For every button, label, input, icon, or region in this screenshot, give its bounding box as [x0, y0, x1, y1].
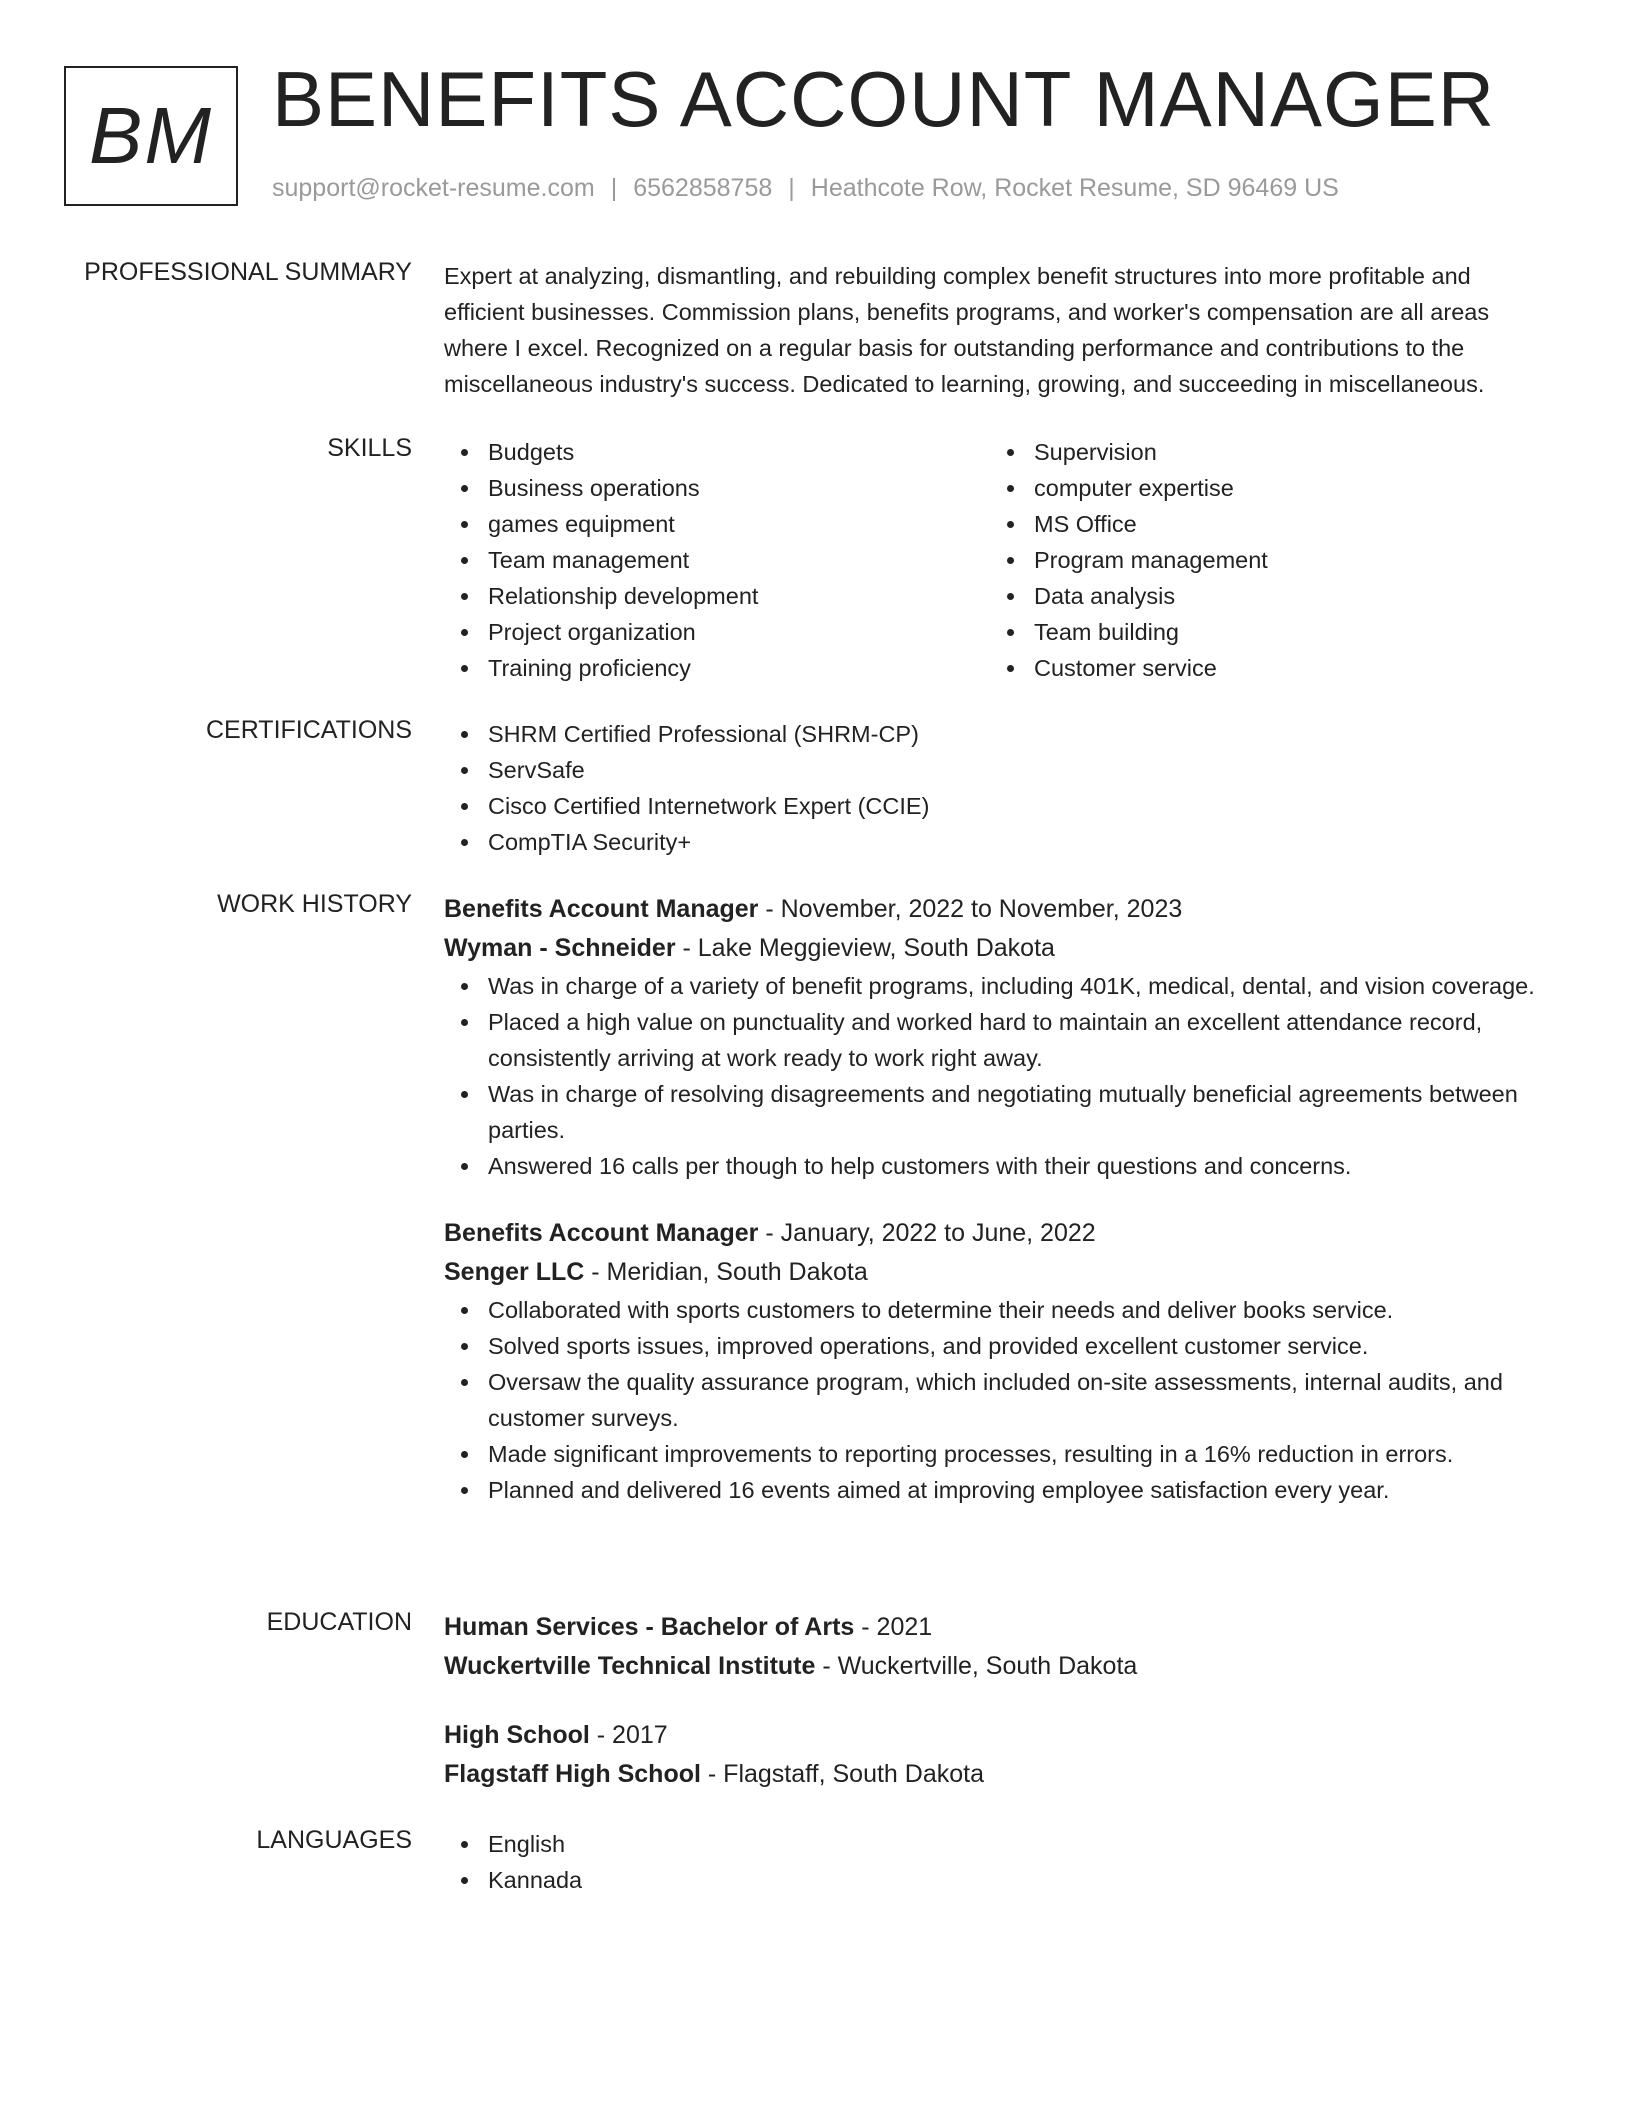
contact-phone[interactable]: 6562858758 — [633, 174, 773, 202]
list-item: Supervision — [990, 434, 1536, 470]
job-location: - Meridian, South Dakota — [584, 1258, 868, 1286]
monogram-initials: BM — [89, 91, 213, 180]
job-entry — [444, 890, 1556, 1184]
list-item: Team building — [990, 614, 1536, 650]
job-role-line — [444, 890, 1556, 929]
resume-title: BENEFITS ACCOUNT MANAGER — [272, 55, 1496, 143]
job-company-line — [444, 929, 1556, 968]
job-role: Benefits Account Manager — [444, 1219, 759, 1247]
work-body — [444, 890, 1556, 1508]
list-item: English — [444, 1826, 1556, 1862]
list-item: Customer service — [990, 650, 1536, 686]
section-title-languages: LANGUAGES — [256, 1826, 412, 1854]
list-item: Data analysis — [990, 578, 1536, 614]
skills-list-left — [444, 434, 990, 686]
list-item: CompTIA Security+ — [444, 824, 1556, 860]
skills-list-right — [990, 434, 1536, 686]
skills-grid — [444, 434, 1556, 686]
job-entry — [444, 1214, 1556, 1508]
contact-email[interactable]: support@rocket-resume.com — [272, 174, 595, 202]
education-body — [444, 1608, 1556, 1794]
certifications-body — [444, 716, 1556, 860]
list-item: Placed a high value on punctuality and worked hard to maintain an excellent attendance record, consistently arriving at work ready to work right away. — [444, 1004, 1556, 1076]
list-item: Planned and delivered 16 events aimed at improving employee satisfaction every year. — [444, 1472, 1556, 1508]
education-degree: High School — [444, 1721, 590, 1749]
summary-text: Expert at analyzing, dismantling, and rebuilding complex benefit structures into more profitable and efficient businesses. Commission plans, benefits programs, and worker's compensation are all areas where I excel. Recognized on a regular basis for outstanding performance and contributions to the miscellaneous industry's success. Dedicated to learning, growing, and succeeding in miscellaneous. — [444, 263, 1490, 397]
education-school: Wuckertville Technical Institute — [444, 1652, 816, 1680]
job-dates: - January, 2022 to June, 2022 — [758, 1219, 1096, 1247]
education-degree-line — [444, 1608, 1556, 1647]
list-item: Made significant improvements to reporting processes, resulting in a 16% reduction in errors. — [444, 1436, 1556, 1472]
list-item: Solved sports issues, improved operations, and provided excellent customer service. — [444, 1328, 1556, 1364]
education-school-line — [444, 1647, 1556, 1686]
section-title-education: EDUCATION — [266, 1608, 412, 1636]
education-entry — [444, 1608, 1556, 1686]
job-company: Wyman - Schneider — [444, 934, 676, 962]
section-title-certifications: CERTIFICATIONS — [205, 716, 412, 744]
list-item: computer expertise — [990, 470, 1536, 506]
list-item: Answered 16 calls per though to help customers with their questions and concerns. — [444, 1148, 1556, 1184]
education-school: Flagstaff High School — [444, 1760, 701, 1788]
list-item: MS Office — [990, 506, 1536, 542]
monogram-box — [64, 66, 238, 206]
job-dates: - November, 2022 to November, 2023 — [758, 895, 1183, 923]
education-location: - Wuckertville, South Dakota — [815, 1652, 1138, 1680]
job-location: - Lake Meggieview, South Dakota — [675, 934, 1055, 962]
job-company-line — [444, 1253, 1556, 1292]
list-item: Project organization — [444, 614, 990, 650]
education-degree: Human Services - Bachelor of Arts — [444, 1613, 855, 1641]
list-item: games equipment — [444, 506, 990, 542]
education-year: - 2017 — [589, 1721, 668, 1749]
section-title-skills: SKILLS — [327, 434, 412, 462]
list-item: Budgets — [444, 434, 990, 470]
list-item: Collaborated with sports customers to determine their needs and deliver books service. — [444, 1292, 1556, 1328]
contact-separator: | — [610, 174, 618, 202]
job-role: Benefits Account Manager — [444, 895, 759, 923]
list-item: Cisco Certified Internetwork Expert (CCIE) — [444, 788, 1556, 824]
list-item: Business operations — [444, 470, 990, 506]
education-entry — [444, 1716, 1556, 1794]
certifications-list — [444, 716, 1556, 860]
section-title-summary: PROFESSIONAL SUMMARY — [84, 258, 412, 286]
list-item: Program management — [990, 542, 1536, 578]
list-item: Team management — [444, 542, 990, 578]
list-item: Kannada — [444, 1862, 1556, 1898]
contact-address: Heathcote Row, Rocket Resume, SD 96469 US — [810, 174, 1339, 202]
job-role-line — [444, 1214, 1556, 1253]
job-bullets — [444, 968, 1556, 1184]
summary-body — [444, 258, 1556, 402]
contact-separator: | — [788, 174, 795, 202]
list-item: SHRM Certified Professional (SHRM-CP) — [444, 716, 1556, 752]
section-title-work: WORK HISTORY — [217, 890, 412, 918]
list-item: Was in charge of a variety of benefit programs, including 401K, medical, dental, and vision coverage. — [444, 968, 1556, 1004]
list-item: Relationship development — [444, 578, 990, 614]
education-degree-line — [444, 1716, 1556, 1755]
job-company: Senger LLC — [444, 1258, 585, 1286]
list-item: Oversaw the quality assurance program, which included on-site assessments, internal audits, and customer surveys. — [444, 1364, 1556, 1436]
languages-list — [444, 1826, 1556, 1898]
education-school-line — [444, 1755, 1556, 1794]
education-location: - Flagstaff, South Dakota — [700, 1760, 984, 1788]
list-item: Was in charge of resolving disagreements and negotiating mutually beneficial agreements between parties. — [444, 1076, 1556, 1148]
contact-line — [272, 174, 1339, 203]
education-year: - 2021 — [854, 1613, 933, 1641]
list-item: Training proficiency — [444, 650, 990, 686]
languages-body — [444, 1826, 1556, 1898]
job-bullets — [444, 1292, 1556, 1508]
list-item: ServSafe — [444, 752, 1556, 788]
